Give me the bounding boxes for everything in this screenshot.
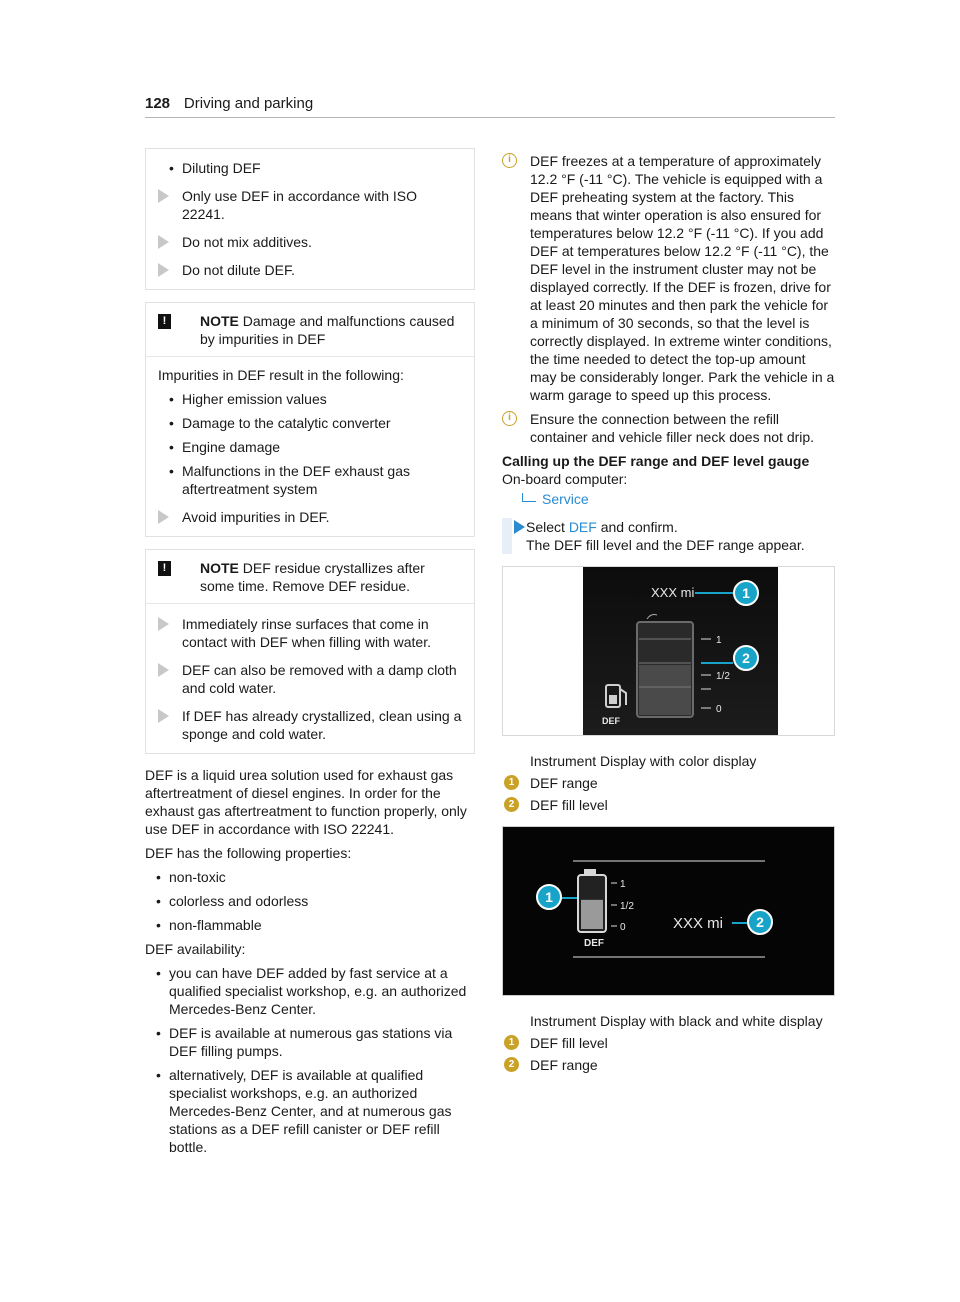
legend-number: 2 bbox=[504, 1057, 519, 1072]
right-column bbox=[502, 152, 835, 1074]
def-label: DEF bbox=[602, 716, 620, 726]
page-number: 128 bbox=[145, 95, 171, 112]
legend-number: 1 bbox=[504, 775, 519, 790]
step-arrow-icon bbox=[158, 617, 169, 631]
list-item: • alternatively, DEF is available at qualified specialist workshops, e.g. an authorized Mercedes-Benz Center, and at numerous gas stations as a DEF refill canister or DEF refill bottle. bbox=[145, 1066, 475, 1156]
tick-label: 1 bbox=[620, 879, 626, 890]
list-item: • colorless and odorless bbox=[145, 892, 475, 910]
step-no-dilute: Do not dilute DEF. bbox=[158, 261, 462, 279]
callout-2: 2 bbox=[733, 645, 759, 671]
list-item: • non-flammable bbox=[145, 916, 475, 934]
tick-label: 0 bbox=[620, 922, 626, 933]
step-iso: Only use DEF in accordance with ISO 22241. bbox=[158, 187, 462, 223]
info-drip: i Ensure the connection between the refill container and vehicle filler neck does not drip. bbox=[502, 410, 835, 446]
tick-label: 1/2 bbox=[716, 671, 730, 682]
paragraph: DEF availability: bbox=[145, 941, 246, 957]
step-no-additives: Do not mix additives. bbox=[158, 233, 462, 251]
callout-1: 1 bbox=[733, 580, 759, 606]
tick-label: 1 bbox=[716, 635, 722, 646]
step-arrow-icon bbox=[158, 263, 169, 277]
legend-item: 2 DEF fill level bbox=[502, 796, 835, 814]
bullet-diluting: • Diluting DEF bbox=[158, 159, 462, 177]
legend-item: 1 DEF range bbox=[502, 774, 835, 792]
note-title: Damage and malfunctions caused by impurities in DEF bbox=[200, 313, 455, 347]
page-header bbox=[145, 94, 835, 118]
range-text: XXX mi bbox=[673, 915, 724, 932]
step-arrow-icon bbox=[158, 235, 169, 249]
warning-icon: ! bbox=[158, 561, 171, 576]
bullet-item: • Higher emission values bbox=[158, 390, 462, 408]
note-intro: Impurities in DEF result in the following: bbox=[158, 367, 404, 383]
step-select-def: Select DEF and confirm. The DEF fill level and the DEF range appear. bbox=[502, 518, 835, 554]
step-damp-cloth: DEF can also be removed with a damp cloth and cold water. bbox=[158, 661, 462, 697]
bullet-item: • Damage to the catalytic converter bbox=[158, 414, 462, 432]
body-text bbox=[145, 766, 475, 1156]
callout-2: 2 bbox=[747, 909, 773, 935]
diluting-box bbox=[145, 148, 475, 290]
step-arrow-icon bbox=[158, 189, 169, 203]
menu-path bbox=[502, 490, 835, 508]
def-label: DEF bbox=[584, 938, 604, 949]
step-sponge: If DEF has already crystallized, clean using a sponge and cold water. bbox=[158, 707, 462, 743]
left-column bbox=[145, 148, 475, 1162]
note-title: DEF residue crystallizes after some time. Remove DEF residue. bbox=[200, 560, 425, 594]
callout-1: 1 bbox=[536, 884, 562, 910]
page-title: Driving and parking bbox=[183, 95, 314, 112]
color-display-svg bbox=[503, 567, 834, 735]
menu-service: Service bbox=[542, 491, 589, 507]
def-menu-item: DEF bbox=[568, 519, 597, 535]
info-icon: i bbox=[502, 153, 517, 168]
bullet-item: • Engine damage bbox=[158, 438, 462, 456]
legend-item: 2 DEF range bbox=[502, 1056, 835, 1074]
list-item: • DEF is available at numerous gas stations via DEF filling pumps. bbox=[145, 1024, 475, 1060]
onboard-label: On-board computer: bbox=[502, 471, 628, 487]
legend-item: 1 DEF fill level bbox=[502, 1034, 835, 1052]
warning-icon: ! bbox=[158, 314, 171, 329]
bullet-item: • Malfunctions in the DEF exhaust gas aftertreatment system bbox=[158, 462, 462, 498]
figure-bw-display bbox=[502, 826, 835, 996]
info-freeze: i DEF freezes at a temperature of approximately 12.2 °F (-11 °C). The vehicle is equipped with a DEF preheating system at the factory. This means that winter operation is also ensured for temperatures below 12.2 °F (-11 °C). If you add DEF at temperatures below 12.2 °F (-11 °C), the DEF level in the instrument cluster may not be displayed correctly. If the DEF is frozen, drive for at least 20 minutes and then park the vehicle for a minimum of 30 seconds, so that the level is correctly displayed. In extreme winter conditions, the time needed to detect the top-up amount may be considerably longer. Park the vehicle in a warm garage to speed up this process. bbox=[502, 152, 835, 404]
note-impurities bbox=[145, 302, 475, 537]
bw-display-svg bbox=[503, 827, 834, 995]
menu-path-icon bbox=[522, 493, 536, 502]
list-item: • non-toxic bbox=[145, 868, 475, 886]
tick-label: 0 bbox=[716, 704, 722, 715]
step-result: The DEF fill level and the DEF range appear. bbox=[526, 537, 805, 553]
legend-number: 1 bbox=[504, 1035, 519, 1050]
figure-color-display bbox=[502, 566, 835, 736]
figure-caption: Instrument Display with black and white display bbox=[530, 1013, 823, 1029]
step-arrow-icon bbox=[514, 520, 525, 534]
step-arrow-icon bbox=[158, 510, 169, 524]
tick-label: 1/2 bbox=[620, 901, 634, 912]
step-rinse: Immediately rinse surfaces that come in contact with DEF when filling with water. bbox=[158, 615, 462, 651]
step-avoid: Avoid impurities in DEF. bbox=[158, 508, 462, 526]
note-label: NOTE bbox=[200, 560, 239, 576]
note-label: NOTE bbox=[200, 313, 239, 329]
step-arrow-icon bbox=[158, 663, 169, 677]
range-text: XXX mi bbox=[651, 585, 695, 600]
paragraph: DEF is a liquid urea solution used for exhaust gas aftertreatment of diesel engines. In order for the exhaust gas aftertreatment to function properly, only use DEF in accordance with ISO 22241. bbox=[145, 767, 467, 837]
list-item: • you can have DEF added by fast service at a qualified specialist workshop, e.g. an authorized Mercedes-Benz Center. bbox=[145, 964, 475, 1018]
paragraph: DEF has the following properties: bbox=[145, 845, 352, 861]
note-residue bbox=[145, 549, 475, 754]
info-icon: i bbox=[502, 411, 517, 426]
step-arrow-icon bbox=[158, 709, 169, 723]
section-heading: Calling up the DEF range and DEF level gauge bbox=[502, 453, 810, 469]
figure-caption: Instrument Display with color display bbox=[530, 753, 757, 769]
legend-number: 2 bbox=[504, 797, 519, 812]
